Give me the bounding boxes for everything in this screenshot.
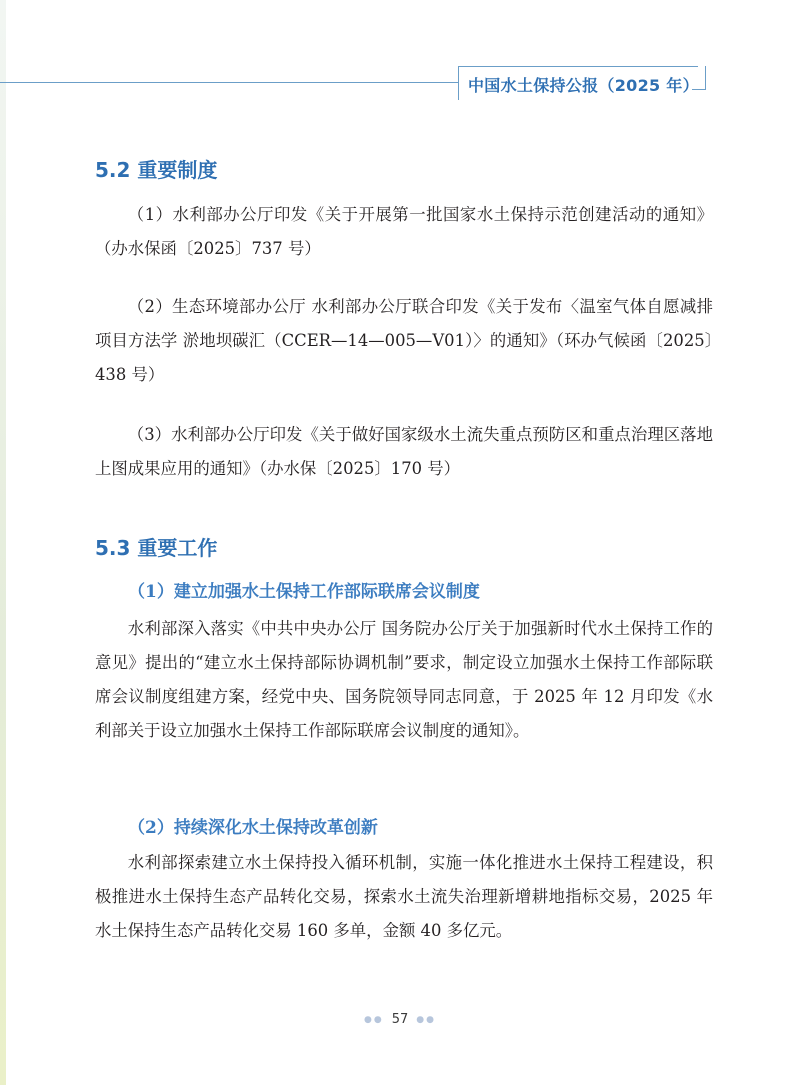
side-decoration-strip (0, 0, 6, 1085)
page-number: 57 (391, 1012, 409, 1027)
section-heading-5-2: 5.2 重要制度 (95, 158, 218, 182)
section-heading-5-3: 5.3 重要工作 (95, 536, 218, 560)
regulation-item-1: （1）水利部办公厅印发《关于开展第一批国家水土保持示范创建活动的通知》（办水保函〔2025〕737 号） (95, 205, 713, 258)
footer-dots-left: ●● (364, 1015, 384, 1025)
sub-heading-2: （2）持续深化水土保持改革创新 (128, 818, 378, 838)
header-title: 中国水土保持公报（2025 年） (468, 76, 699, 95)
footer-dots-right: ●● (416, 1015, 436, 1025)
work-paragraph-2: 水利部探索建立水土保持投入循环机制，实施一体化推进水土保持工程建设，积极推进水土保持生态产品转化交易，探索水土流失治理新增耕地指标交易，2025 年水土保持生态产品转化交易 160 多单，金额 40 多亿元。 (95, 853, 713, 940)
sub-heading-1: （1）建立加强水土保持工作部际联席会议制度 (128, 582, 480, 602)
page-footer (0, 1008, 800, 1032)
regulation-item-2: （2）生态环境部办公厅 水利部办公厅联合印发《关于发布〈温室气体自愿减排项目方法学 淤地坝碳汇（CCER—14—005—V01）〉的通知》（环办气候函〔2025〕438 号） (95, 297, 713, 384)
work-paragraph-1: 水利部深入落实《中共中央办公厅 国务院办公厅关于加强新时代水土保持工作的意见》提出的“建立水土保持部际协调机制”要求，制定设立加强水土保持工作部际联席会议制度组建方案，经党中央、国务院领导同志同意，于 2025 年 12 月印发《水利部关于设立加强水土保持工作部际联席会议制度的通知》。 (95, 619, 713, 740)
regulation-item-3: （3）水利部办公厅印发《关于做好国家级水土流失重点预防区和重点治理区落地上图成果应用的通知》（办水保〔2025〕170 号） (95, 425, 713, 478)
header-rule (0, 82, 458, 83)
